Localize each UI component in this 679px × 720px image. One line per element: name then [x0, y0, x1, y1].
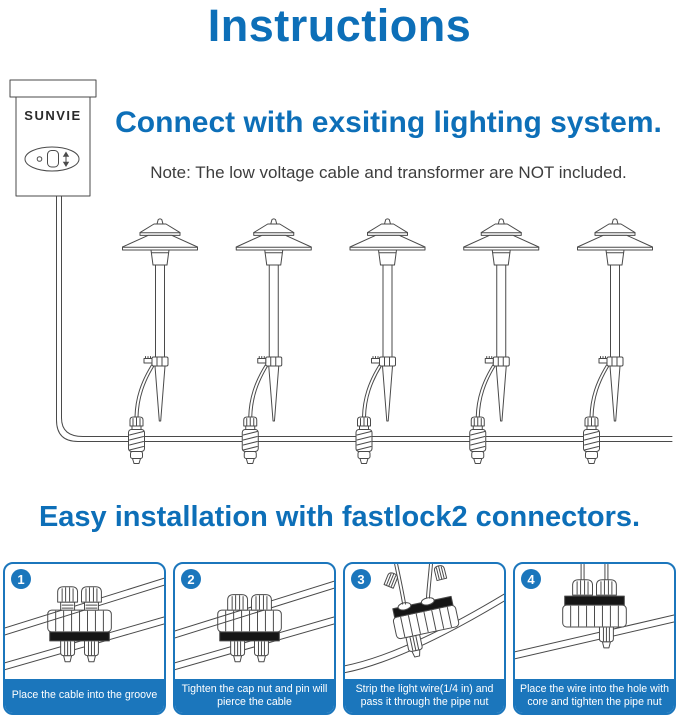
page-title: Instructions — [207, 0, 472, 51]
path-light-icon — [123, 219, 198, 464]
path-light-icon — [350, 219, 425, 464]
path-light-icon — [236, 219, 311, 464]
step-number-badge: 4 — [521, 569, 541, 589]
connect-heading: Connect with exsiting lighting system. — [115, 106, 662, 139]
step-caption: Place the cable into the groove — [5, 679, 164, 713]
path-light-icon — [578, 219, 653, 464]
step-caption: Tighten the cap nut and pin will pierce the cable — [175, 679, 334, 713]
step-number-badge: 2 — [181, 569, 201, 589]
step-caption: Strip the light wire(1/4 in) and pass it through the pipe nut — [345, 679, 504, 713]
step-panel-4 — [513, 562, 676, 715]
sunvie-logo: SUNVIE — [24, 108, 82, 123]
install-heading: Easy installation with fastlock2 connectors. — [38, 501, 641, 533]
note-text: Note: The low voltage cable and transformer are NOT included. — [150, 163, 627, 182]
step-panel-2 — [173, 562, 336, 715]
transformer-icon — [10, 80, 96, 196]
step-caption: Place the wire into the hole with core and tighten the pipe nut — [515, 679, 674, 713]
path-light-icon — [464, 219, 539, 464]
steps-row — [0, 562, 679, 715]
step-number-badge: 1 — [11, 569, 31, 589]
step-panel-3 — [343, 562, 506, 715]
step-panel-1 — [3, 562, 166, 715]
step-number-badge: 3 — [351, 569, 371, 589]
